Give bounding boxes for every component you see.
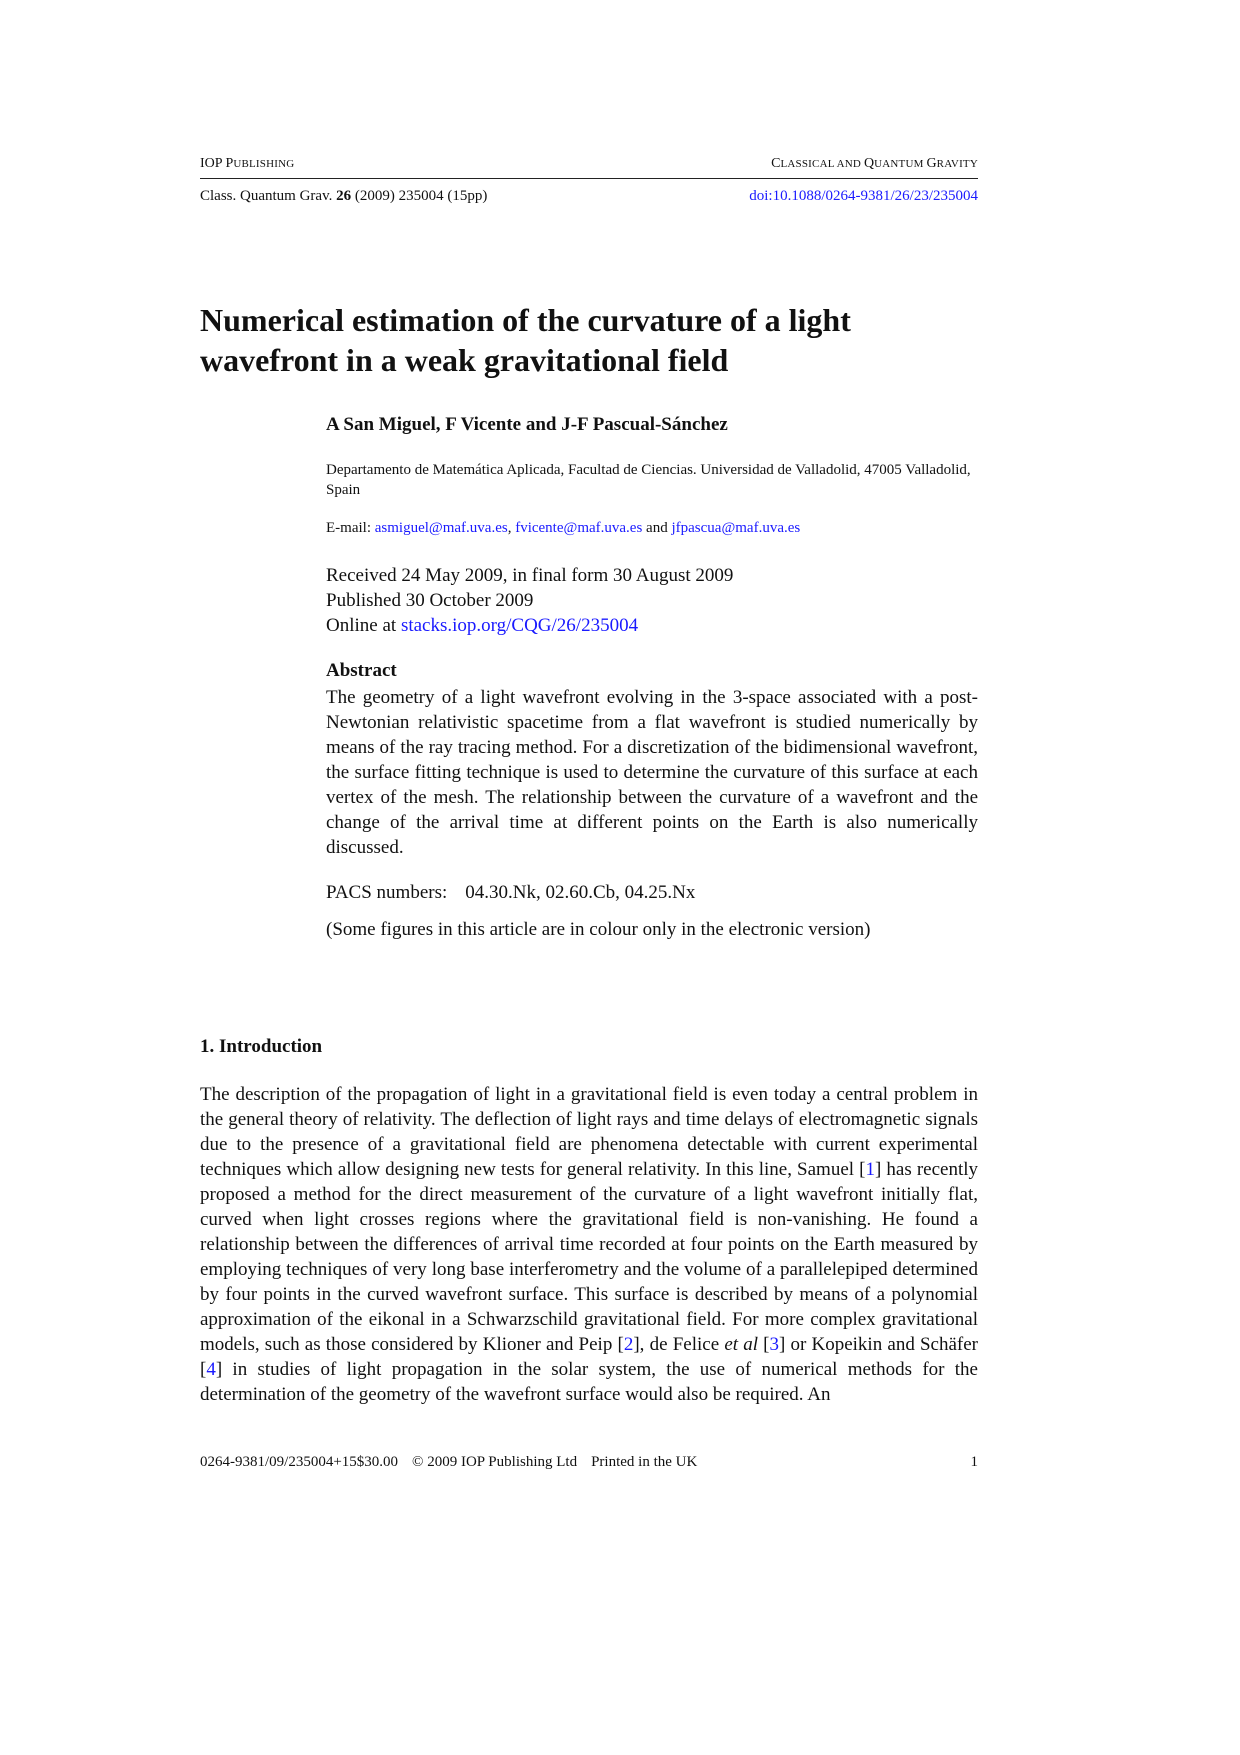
journal-name: CLASSICAL AND QUANTUM GRAVITY bbox=[771, 156, 978, 171]
running-header bbox=[200, 156, 978, 176]
email-line: E-mail: asmiguel@maf.uva.es, fvicente@maf.uva.es and jfpascua@maf.uva.es bbox=[326, 520, 801, 536]
published-date: Published 30 October 2009 bbox=[326, 590, 534, 611]
citation-ref-1[interactable]: 1 bbox=[865, 1159, 875, 1180]
publication-dates bbox=[326, 563, 978, 638]
author-list: A San Miguel, F Vicente and J-F Pascual-Sánchez bbox=[326, 414, 728, 435]
citation-ref-4[interactable]: 4 bbox=[206, 1359, 216, 1380]
email-link-jfpascua[interactable]: jfpascua@maf.uva.es bbox=[671, 520, 801, 536]
affiliation: Departamento de Matemática Aplicada, Facultad de Ciencias. Universidad de Valladolid, 47005 Valladolid, Spain bbox=[326, 462, 971, 498]
online-link[interactable]: stacks.iop.org/CQG/26/235004 bbox=[400, 615, 639, 636]
page-number: 1 bbox=[970, 1454, 978, 1470]
publisher-name: IOP PUBLISHING bbox=[200, 156, 295, 171]
pacs-numbers: PACS numbers: 04.30.Nk, 02.60.Cb, 04.25.Nx bbox=[326, 882, 696, 903]
section-heading-introduction: 1. Introduction bbox=[200, 1036, 323, 1057]
doi-link[interactable]: doi:10.1088/0264-9381/26/23/235004 bbox=[749, 188, 978, 204]
colour-note: (Some figures in this article are in colour only in the electronic version) bbox=[326, 919, 871, 940]
email-link-fvicente[interactable]: fvicente@maf.uva.es bbox=[515, 520, 643, 536]
footer-info: 0264-9381/09/235004+15$30.00 © 2009 IOP Publishing Ltd Printed in the UK bbox=[200, 1454, 698, 1470]
header-rule bbox=[200, 178, 978, 179]
citation-ref-3[interactable]: 3 bbox=[769, 1334, 779, 1355]
abstract-heading: Abstract bbox=[326, 660, 397, 681]
journal-citation: Class. Quantum Grav. 26 (2009) 235004 (15pp) bbox=[200, 188, 488, 204]
introduction-paragraph: The description of the propagation of light in a gravitational field is even today a central problem in the general theory of relativity. The deflection of light rays and time delays of electromagnetic signals due to the presence of a gravitational field are phenomena detectable with current experimental techniques which allow designing new tests for general relativity. In this line, Samuel [1] has recently proposed a method for the direct measurement of the curvature of a light wavefront initially flat, curved when light crosses regions where the gravitational field is non-vanishing. He found a relationship between the differences of arrival time recorded at four points on the Earth measured by employing techniques of very long base interferometry and the volume of a parallelepiped determined by four points in the curved wavefront surface. This surface is described by means of a polynomial approximation of the eikonal in a Schwarzschild gravitational field. For more complex gravitational models, such as those considered by Klioner and Peip [2], de Felice et al [3] or Kopeikin and Schäfer [4] in studies of light propagation in the solar system, the use of numerical methods for the determination of the geometry of the wavefront surface would also be required. An bbox=[200, 1084, 979, 1405]
online-line: Online at stacks.iop.org/CQG/26/235004 bbox=[326, 615, 639, 636]
received-date: Received 24 May 2009, in final form 30 August 2009 bbox=[326, 565, 734, 586]
citation-ref-2[interactable]: 2 bbox=[623, 1334, 634, 1355]
abstract-text: The geometry of a light wavefront evolving in the 3-space associated with a post-Newtonian relativistic spacetime from a flat wavefront is studied numerically by means of the ray tracing method. For a discretization of the bidimensional wavefront, the surface fitting technique is used to determine the curvature of this surface at each vertex of the mesh. The relationship between the curvature of a wavefront and the change of the arrival time at different points on the Earth is also numerically discussed. bbox=[326, 687, 978, 858]
page-footer bbox=[200, 1454, 978, 1474]
paper-title: Numerical estimation of the curvature of a light wavefront in a weak gravitational field bbox=[200, 302, 851, 378]
citation-line bbox=[200, 188, 978, 208]
email-link-asmiguel[interactable]: asmiguel@maf.uva.es bbox=[374, 520, 508, 536]
